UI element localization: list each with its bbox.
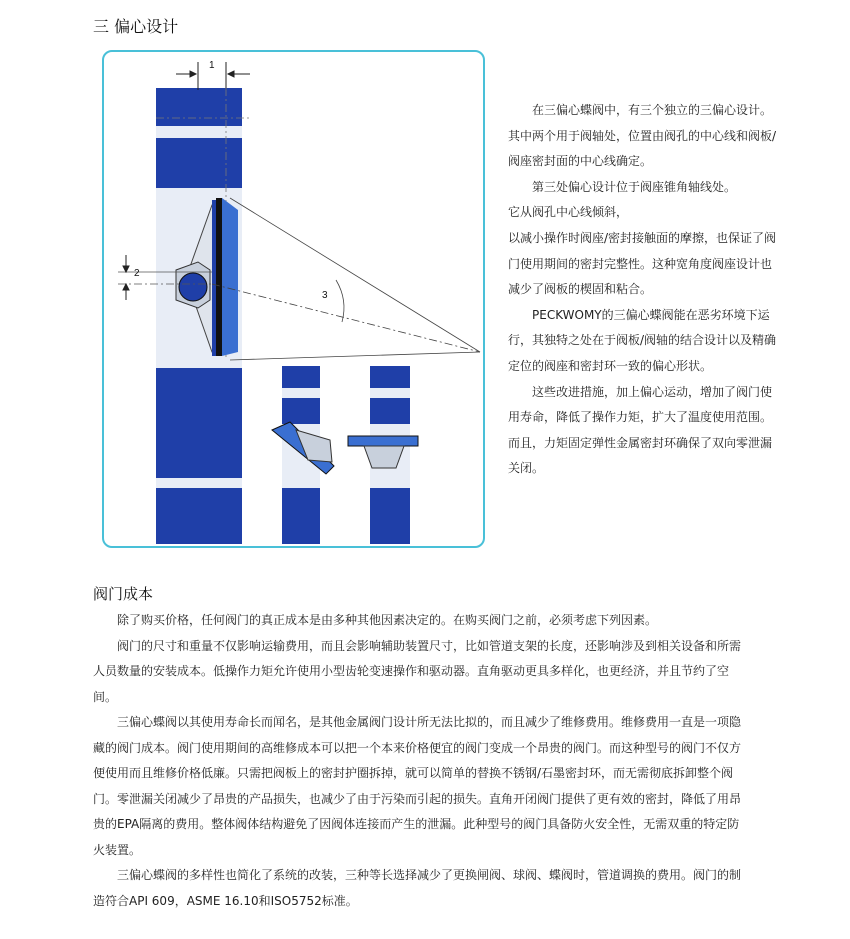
section-title-eccentric-design: 三 偏心设计: [93, 17, 179, 36]
side-paragraph: 第三处偏心设计位于阀座锥角轴线处。: [532, 179, 737, 194]
offset-2-label: 2: [134, 268, 140, 279]
offset-3-label: 3: [322, 290, 328, 301]
body-paragraph: 除了购买价格，任何阀门的真正成本是由多种其他因素决定的。在购买阀门之前，必须考虑下列因素。: [117, 613, 658, 627]
side-paragraph: 以减小操作时阀座/密封接触面的摩擦，也保证了阀门使用期间的密封完整性。这种宽角度阀座设计也减少了阀板的楔固和粘合。: [508, 230, 777, 297]
eccentric-design-description: [508, 98, 780, 482]
valve-open-view-left: [272, 366, 334, 544]
seat-cone-lines: [212, 198, 480, 360]
section-title-valve-cost: 阀门成本: [93, 585, 154, 603]
side-paragraph: 它从阀孔中心线倾斜，: [508, 205, 629, 220]
side-paragraph: 在三偏心蝶阀中，有三个独立的三偏心设计。其中两个用于阀轴处，位置由阀孔的中心线和阀板/阀座密封面的中心线确定。: [508, 103, 777, 169]
shaft-hub: [176, 262, 210, 308]
valve-closed-view-right: [348, 366, 418, 544]
body-paragraph: 三偏心蝶阀以其使用寿命长而闻名，是其他金属阀门设计所无法比拟的，而且减少了维修费用。维修费用一直是一项隐藏的阀门成本。阀门使用期间的高维修成本可以把一个本来价格便宜的阀门变成一个昂贵的阀门。而这种型号的阀门不仅方便使用而且维修价格低廉。只需把阀板上的密封护圈拆掉，就可以简单的替换不锈钢/石墨密封环，而无需彻底拆卸整个阀门。零泄漏关闭减少了昂贵的产品损失，也减少了由于污染而引起的损失。直角开闭阀门提供了更有效的密封，降低了用昂贵的EPA隔离的费用。整体阀体结构避免了因阀体连接而产生的泄漏。此种型号的阀门具备防火安全性，无需双重的特定防火装置。: [93, 715, 742, 857]
side-paragraph: 这些改进措施，加上偏心运动，增加了阀门使用寿命，降低了操作力矩，扩大了温度使用范围。而且，力矩固定弹性金属密封环确保了双向零泄漏关闭。: [508, 384, 773, 476]
valve-cost-body: [93, 608, 748, 914]
offset-1-label: 1: [209, 60, 215, 71]
body-paragraph: 三偏心蝶阀的多样性也简化了系统的改装，三种等长选择减少了更换闸阀、球阀、蝶阀时，管道调换的费用。阀门的制造符合API 609，ASME 16.10和ISO5752标准。: [93, 868, 742, 908]
side-paragraph: PECKWOMY的三偏心蝶阀能在恶劣环境下运行，其独特之处在于阀板/阀轴的结合设计以及精确定位的阀座和密封环一致的偏心形状。: [508, 307, 777, 373]
offset-2-dimension: [123, 255, 129, 300]
triple-offset-valve-diagram: [106, 54, 481, 544]
body-paragraph: 阀门的尺寸和重量不仅影响运输费用，而且会影响辅助装置尺寸，比如管道支架的长度，还影响涉及到相关设备和所需人员数量的安装成本。低操作力矩允许使用小型齿轮变速操作和驱动器。直角驱动更具多样化，也更经济，并且节约了空间。: [93, 638, 742, 704]
